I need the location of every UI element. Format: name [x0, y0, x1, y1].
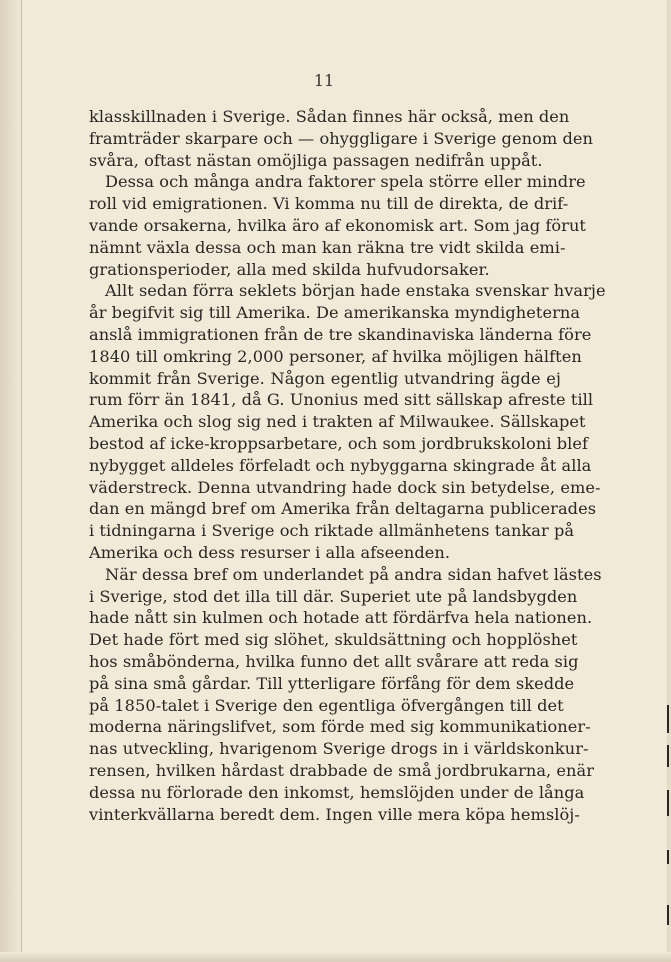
text-line: grationsperioder, alla med skilda hufvudorsaker. — [89, 259, 490, 279]
text-line: När dessa bref om underlandet på andra sidan hafvet lästes — [105, 564, 602, 584]
text-line: moderna näringslifvet, som förde med sig kommunikationer- — [89, 717, 591, 737]
text-line: nas utveckling, hvarigenom Sverige drogs in i världskonkur- — [89, 739, 589, 759]
text-line: nybygget alldeles förfeladt och nybyggarna skingrade åt alla — [89, 455, 592, 475]
text-line: roll vid emigrationen. Vi komma nu till de direkta, de drif- — [89, 194, 569, 214]
text-line: 1840 till omkring 2,000 personer, af hvilka möjligen hälften — [89, 346, 582, 366]
text-line: vinterkvällarna beredt dem. Ingen ville mera köpa hemslöj- — [89, 804, 580, 824]
text-line: i tidningarna i Sverige och riktade allmänhetens tankar på — [89, 521, 575, 541]
scan-artifact-mark — [667, 745, 669, 767]
page-number: 11 — [313, 71, 335, 90]
text-line: dessa nu förlorade den inkomst, hemslöjden under de långa — [89, 782, 585, 802]
text-line: Amerika och slog sig ned i trakten af Milwaukee. Sällskapet — [89, 412, 586, 432]
scan-artifact-mark — [667, 850, 669, 864]
text-line: Dessa och många andra faktorer spela större eller mindre — [105, 172, 586, 192]
page-bottom-edge — [0, 952, 671, 962]
text-line: väderstreck. Denna utvandring hade dock sin betydelse, eme- — [89, 477, 601, 497]
page-right-edge — [667, 0, 671, 962]
text-line: på 1850-talet i Sverige den egentliga öfvergången till det — [89, 695, 564, 715]
text-line: dan en mängd bref om Amerika från deltagarna publicerades — [89, 499, 597, 519]
scan-artifact-mark — [667, 905, 669, 925]
text-line: klasskillnaden i Sverige. Sådan finnes här också, men den — [89, 107, 570, 126]
text-line: anslå immigrationen från de tre skandinaviska länderna före — [89, 324, 592, 344]
text-line: i Sverige, stod det illa till där. Superiet ute på landsbygden — [89, 586, 578, 606]
text-line: bestod af icke-kroppsarbetare, och som jordbrukskoloni blef — [89, 433, 589, 453]
text-line: rum förr än 1841, då G. Unonius med sitt sällskap afreste till — [89, 390, 594, 410]
text-line: rensen, hvilken hårdast drabbade de små jordbrukarna, enär — [89, 760, 595, 780]
text-line: nämnt växla dessa och man kan räkna tre vidt skilda emi- — [89, 237, 566, 257]
text-line: svåra, oftast nästan omöjliga passagen nedifrån uppåt. — [89, 150, 543, 170]
text-line: hade nått sin kulmen och hotade att fördärfva hela nationen. — [89, 608, 593, 628]
text-line: Amerika och dess resurser i alla afseenden. — [89, 542, 451, 562]
body-text — [89, 106, 606, 825]
text-line: Allt sedan förra seklets början hade enstaka svenskar hvarje — [105, 281, 606, 301]
page-gutter-line — [21, 0, 22, 962]
scan-artifact-mark — [667, 705, 669, 733]
text-line: på sina små gårdar. Till ytterligare förfång för dem skedde — [89, 673, 575, 693]
text-line: kommit från Sverige. Någon egentlig utvandring ägde ej — [89, 368, 561, 388]
text-line: år begifvit sig till Amerika. De amerikanska myndigheterna — [89, 303, 581, 323]
text-line: hos småbönderna, hvilka funno det allt svårare att reda sig — [89, 651, 579, 671]
text-line: Det hade fört med sig slöhet, skuldsättning och hopplöshet — [89, 630, 578, 650]
text-line: framträder skarpare och — ohyggligare i Sverige genom den — [89, 128, 593, 148]
page-left-margin-shadow — [0, 0, 22, 962]
text-line: vande orsakerna, hvilka äro af ekonomisk art. Som jag förut — [89, 215, 586, 235]
scan-artifact-mark — [667, 790, 669, 816]
